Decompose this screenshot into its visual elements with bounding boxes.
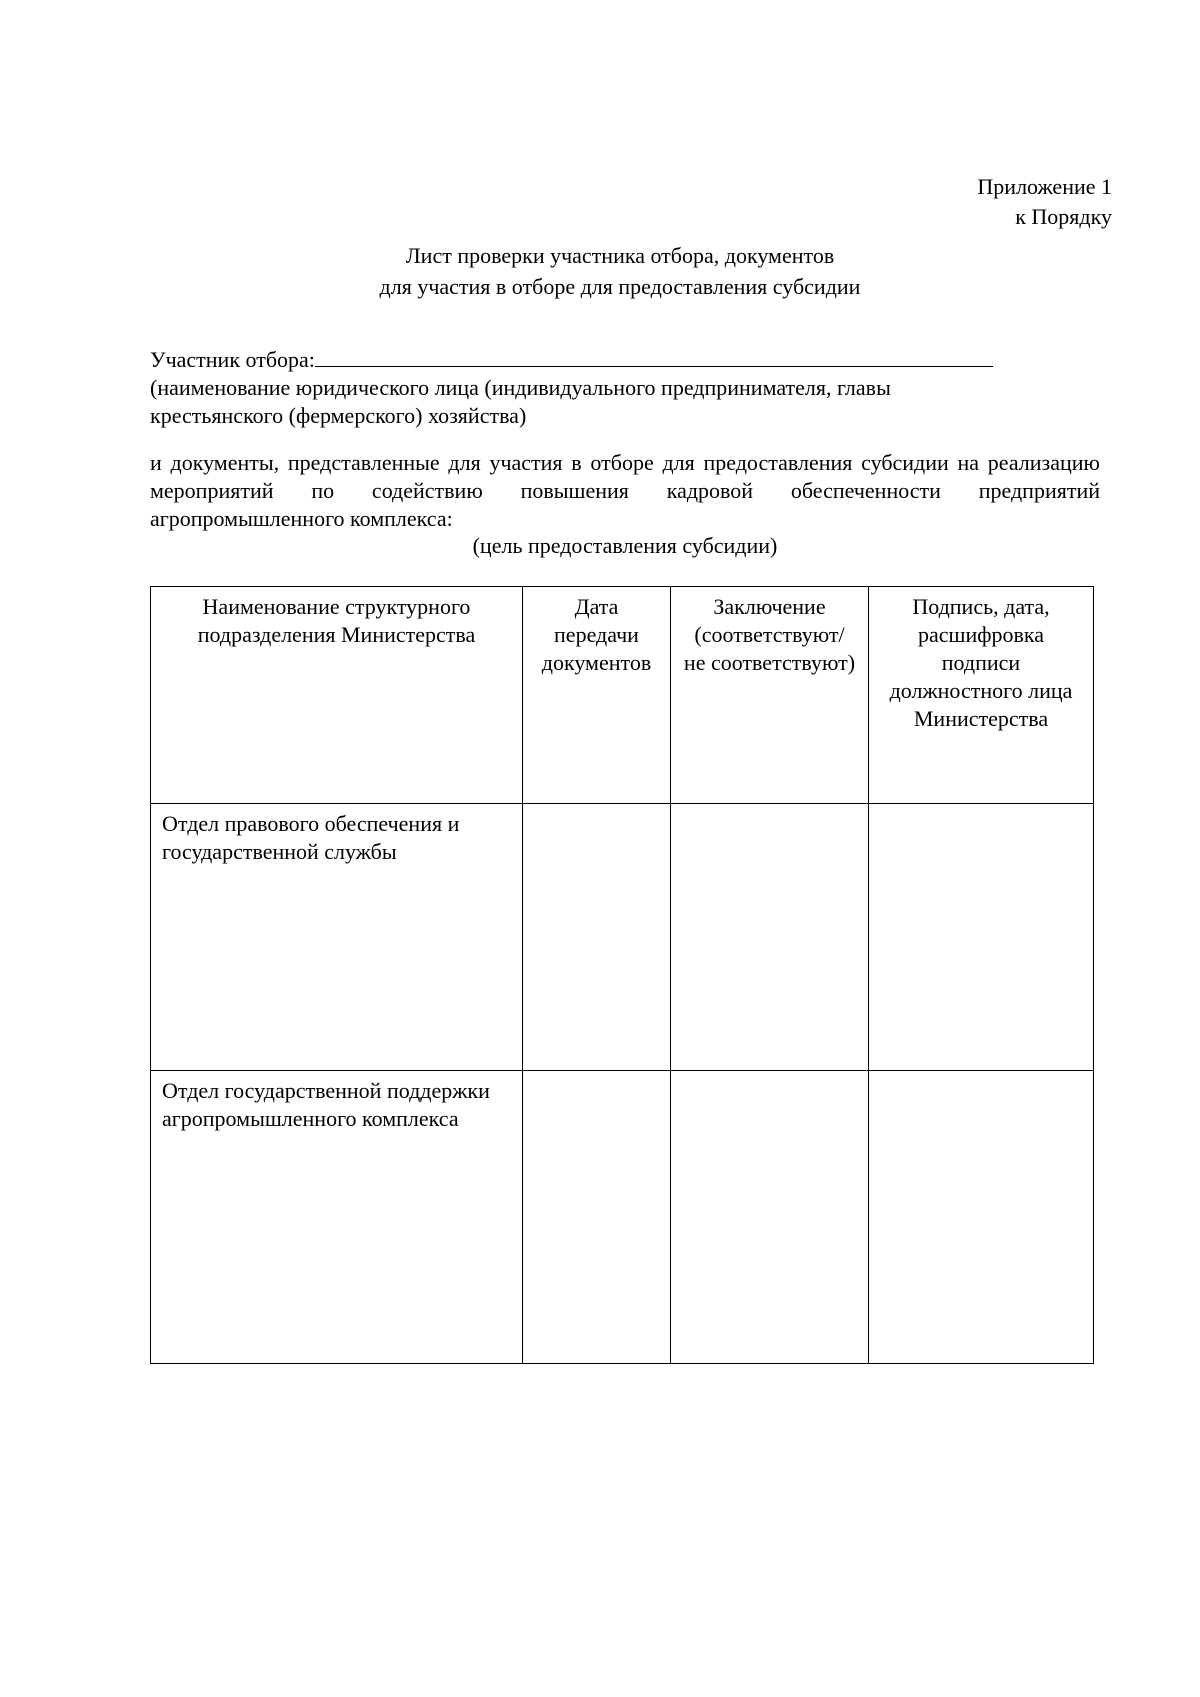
header-date: Дата передачи документов [523,587,671,804]
participant-block [150,344,1100,430]
header-department: Наименование структурного подразделения Министерства [151,587,523,804]
department-cell: Отдел правового обеспечения и государственной службы [151,804,523,1071]
title-line-2: для участия в отборе для предоставления субсидии [379,274,861,299]
header-signature: Подпись, дата, расшифровка подписи должностного лица Министерства [869,587,1094,804]
title-line-1: Лист проверки участника отбора, документов [405,243,835,268]
header-conclusion: Заключение (соответствуют/ не соответствуют) [671,587,869,804]
date-cell[interactable] [523,1071,671,1364]
document-title [0,240,1200,302]
table-row [151,1071,1094,1364]
checklist-table [150,586,1094,1364]
participant-name-field[interactable] [315,344,993,367]
purpose-note: (цель предоставления субсидии) [472,533,778,558]
participant-note-line-2: крестьянского (фермерского) хозяйства) [150,403,527,428]
table-row [151,804,1094,1071]
appendix-line-2: к Порядку [1015,204,1112,229]
participant-label: Участник отбора: [150,347,315,372]
department-cell: Отдел государственной поддержки агропромышленного комплекса [151,1071,523,1364]
signature-cell[interactable] [869,1071,1094,1364]
date-cell[interactable] [523,804,671,1071]
table-header-row [151,587,1094,804]
appendix-line-1: Приложение 1 [977,174,1112,199]
conclusion-cell[interactable] [671,1071,869,1364]
participant-row [150,344,1100,374]
appendix-label [977,172,1112,232]
conclusion-cell[interactable] [671,804,869,1071]
documents-paragraph: и документы, представленные для участия в отборе для предоставления субсидии на реализацию мероприятий по содействию повышения кадровой обеспеченности предприятий агропромышленного комплекса: [150,450,1100,531]
participant-note-line-1: (наименование юридического лица (индивидуального предпринимателя, главы [150,375,891,400]
signature-cell[interactable] [869,804,1094,1071]
